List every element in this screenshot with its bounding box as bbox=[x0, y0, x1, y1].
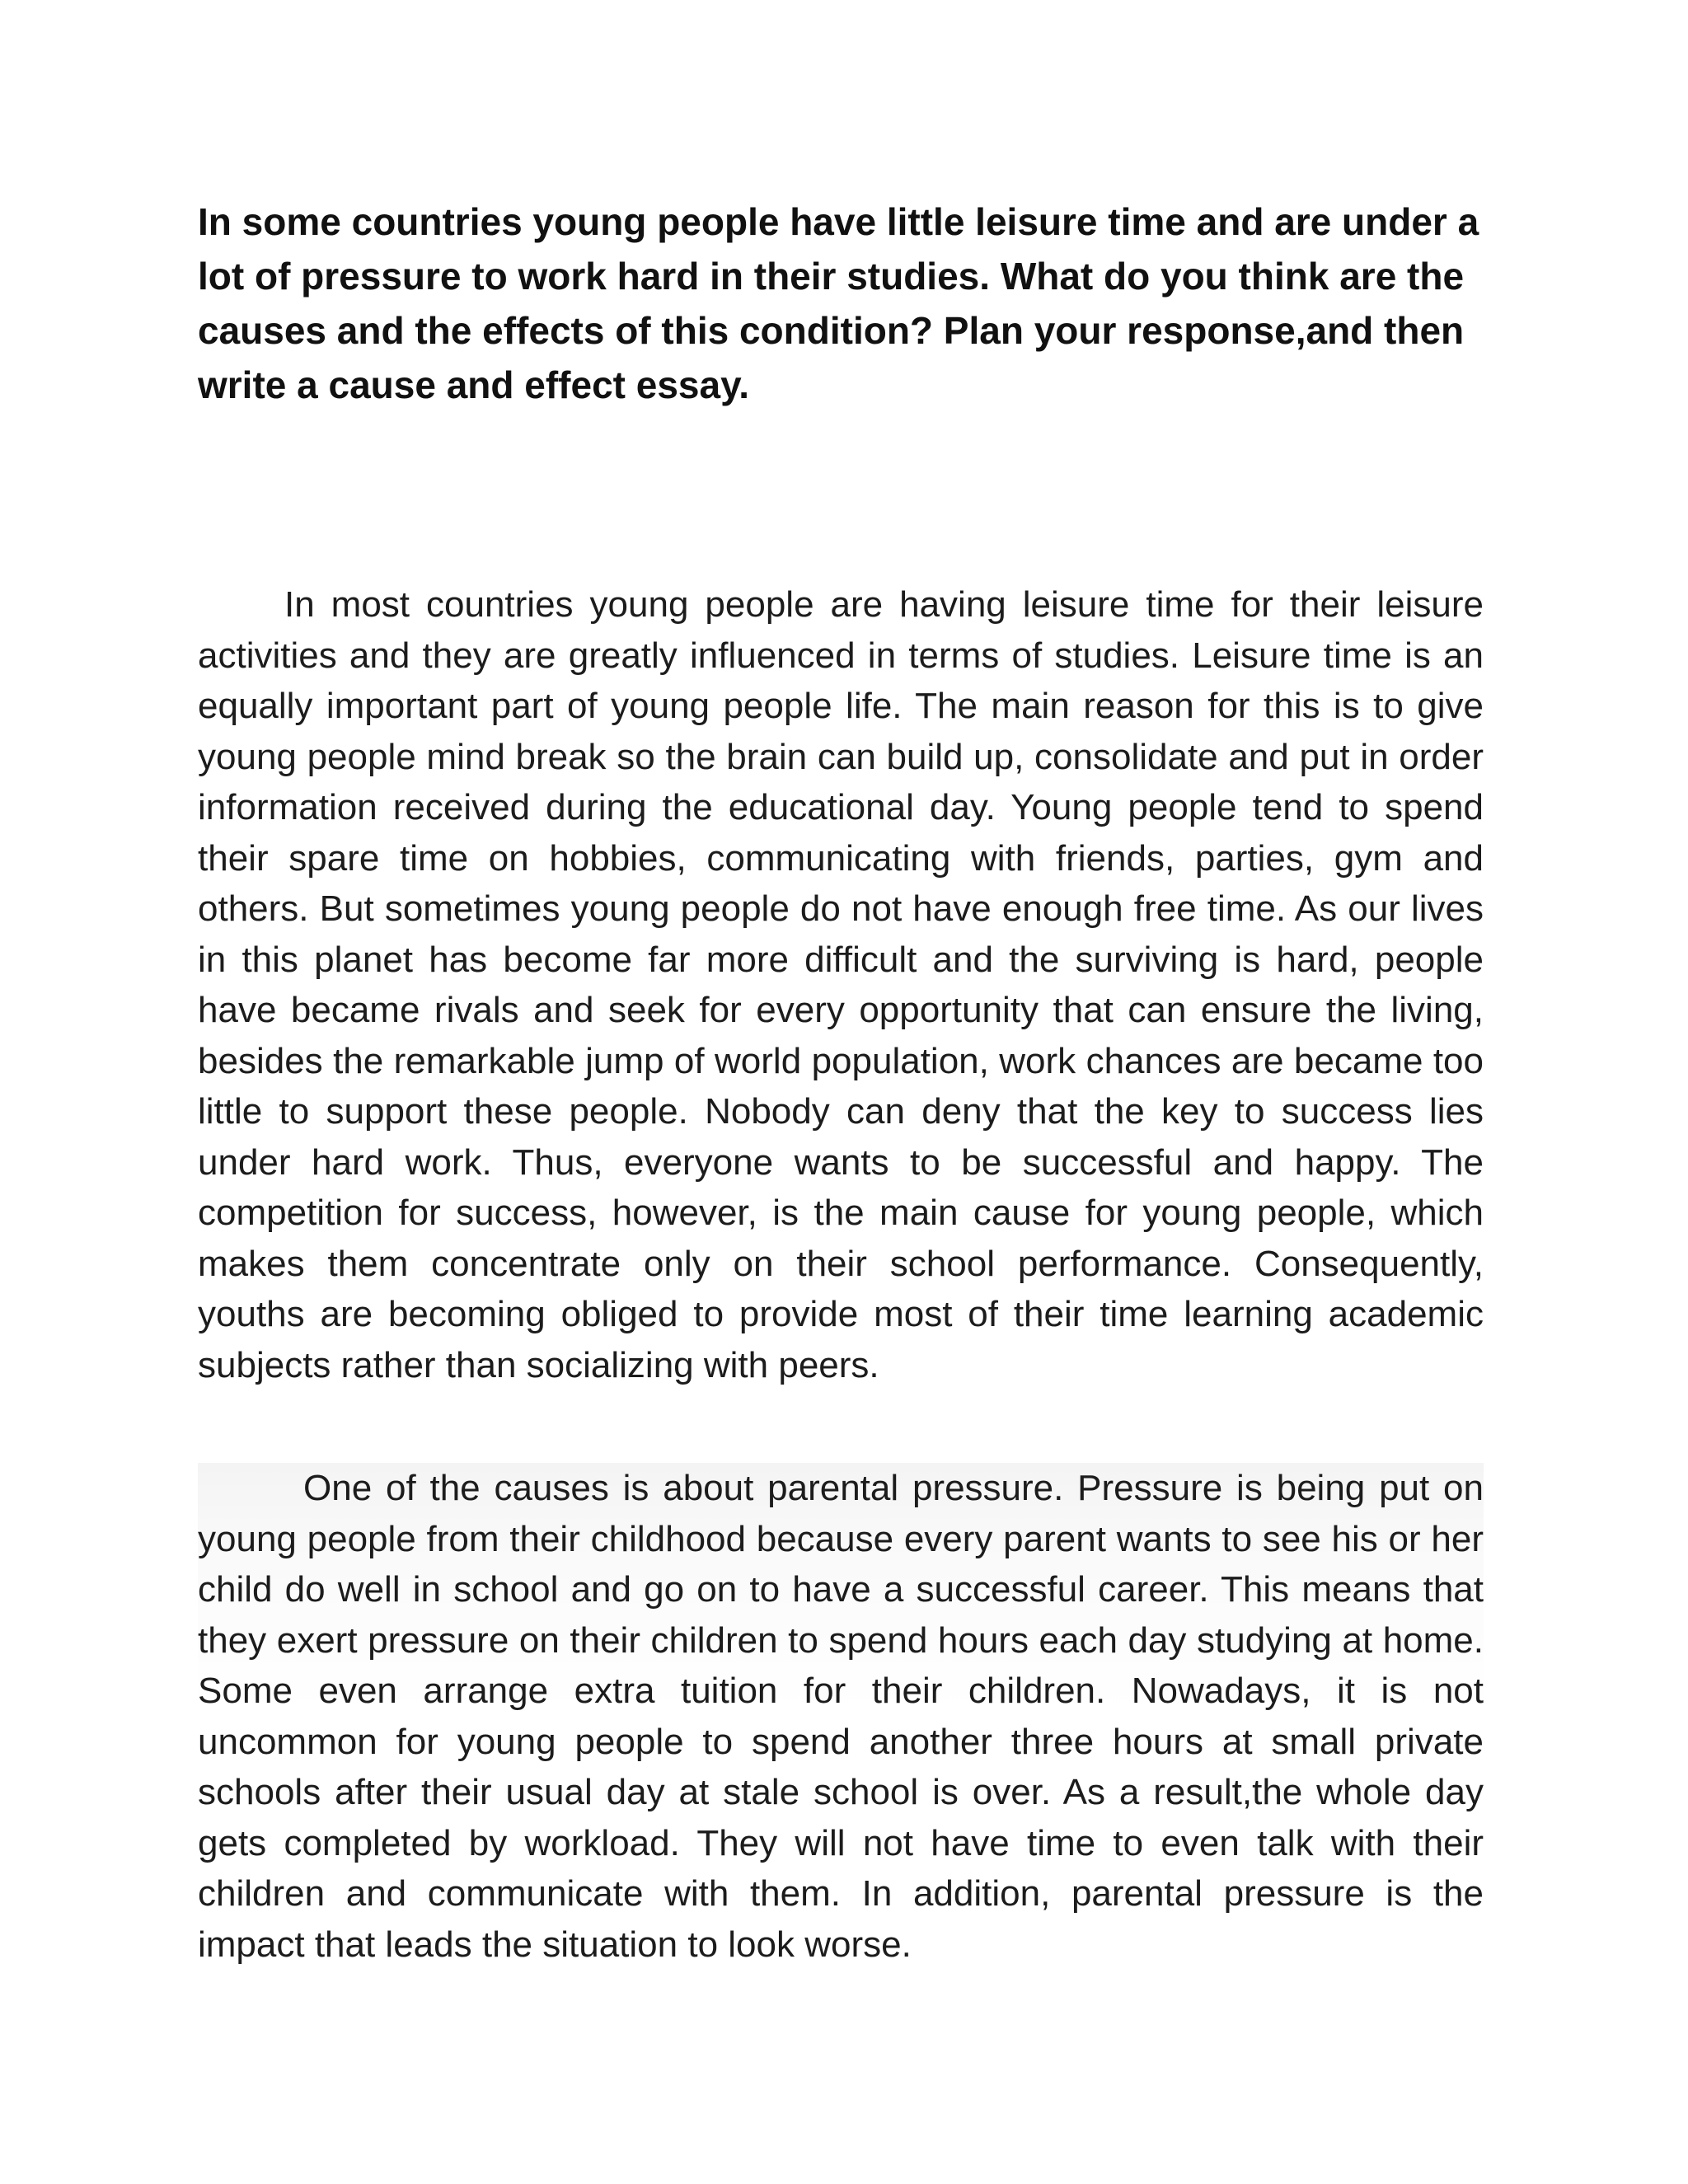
essay-paragraph-1: In most countries young people are having leisure time for their leisure activities and they are greatly influenced in terms of studies. Leisure time is an equally important part of young people life. The main reason for this is to give young people mind break so the brain can build up, consolidate and put in order information received during the educational day. Young people tend to spend their spare time on hobbies, communicating with friends, parties, gym and others. But sometimes young people do not have enough free time. As our lives in this planet has become far more difficult and the surviving is hard, people have became rivals and seek for every opportunity that can ensure the living, besides the remarkable jump of world population, work chances are became too little to support these people. Nobody can deny that the key to success lies under hard work. Thus, everyone wants to be successful and happy. The competition for success, however, is the main cause for young people, which makes them concentrate only on their school performance. Consequently, youths are becoming obliged to provide most of their time learning academic subjects rather than socializing with peers. bbox=[198, 584, 1484, 1385]
essay-paragraph-2: One of the causes is about parental pressure. Pressure is being put on young people from their childhood because every parent wants to see his or her child do well in school and go on to have a successful career. This means that they exert pressure on their children to spend hours each day studying at home. Some even arrange extra tuition for their children. Nowadays, it is not uncommon for young people to spend another three hours at small private schools after their usual day at stale school is over. As a result,the whole day gets completed by workload. They will not have time to even talk with their children and communicate with them. In addition, parental pressure is the impact that leads the situation to look worse. bbox=[198, 1463, 1484, 1970]
essay-prompt: In some countries young people have little leisure time and are under a lot of pressure to work hard in their studies. What do you think are the causes and the effects of this condition? Plan your response,and then write a cause and effect essay. bbox=[198, 200, 1479, 406]
